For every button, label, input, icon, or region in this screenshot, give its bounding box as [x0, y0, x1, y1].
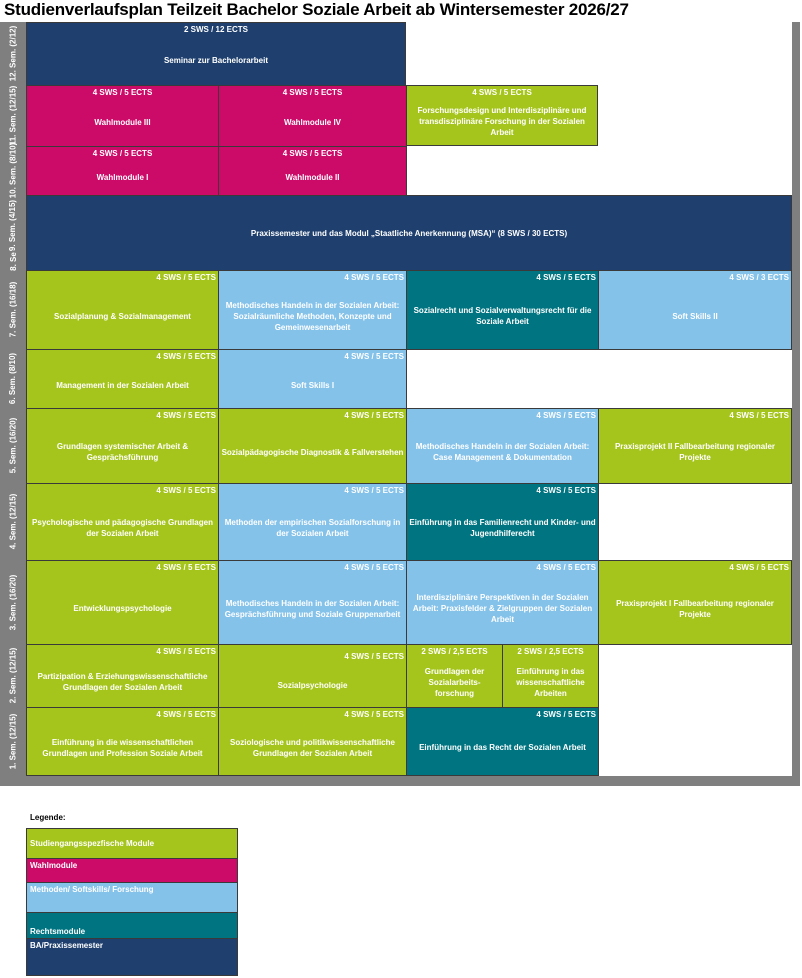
semester-label-6: 6. Sem. (8/10) [8, 352, 18, 405]
semester-label-9: 9. Sem. (4/15) [8, 199, 18, 251]
module-praxisprojekt-2: 4 SWS / 5 ECTS Praxisprojekt II Fallbearbeitung regionaler Projekte [598, 408, 792, 484]
legend-item-methoden: Methoden/ Softskills/ Forschung [26, 882, 238, 913]
semester-label-12: 12. Sem. (2/12) [8, 25, 18, 82]
semester-label-10: 10. Sem. (8/10) [8, 142, 18, 199]
module-methodisches-sozialraum: 4 SWS / 5 ECTS Methodisches Handeln in der Sozialen Arbeit: Sozialräumliche Methoden, Konzepte und Gemeinwesenarbeit [218, 270, 407, 350]
semester-label-8: 8. Se [8, 251, 18, 271]
module-soft-skills-1: 4 SWS / 5 ECTS Soft Skills I [218, 349, 407, 409]
grid-area [26, 22, 792, 776]
module-familienrecht: 4 SWS / 5 ECTS Einführung in das Familienrecht und Kinder- und Jugendhilferecht [406, 483, 599, 561]
module-empirische-sozialforschung: 4 SWS / 5 ECTS Methoden der empirischen Sozialforschung in der Sozialen Arbeit [218, 483, 407, 561]
module-case-management: 4 SWS / 5 ECTS Methodisches Handeln in der Sozialen Arbeit: Case Management & Dokumentation [406, 408, 599, 484]
module-wahlmodule-3: 4 SWS / 5 ECTS Wahlmodule III [26, 85, 219, 147]
module-gespraechsfuehrung: 4 SWS / 5 ECTS Methodisches Handeln in der Sozialen Arbeit: Gesprächsführung und Soziale Gruppenarbeit [218, 560, 407, 645]
page-title: Studienverlaufsplan Teilzeit Bachelor Soziale Arbeit ab Wintersemester 2026/27 [4, 0, 629, 19]
legend-title: Legende: [30, 813, 66, 822]
module-wissenschaftliches-arbeiten: 2 SWS / 2,5 ECTS Einführung in das wissenschaftliche Arbeiten [502, 644, 599, 708]
semester-label-2: 2. Sem. (12/15) [8, 647, 18, 704]
semester-label-3: 3. Sem. (16/20) [8, 574, 18, 630]
module-diagnostik: 4 SWS / 5 ECTS Sozialpädagogische Diagnostik & Fallverstehen [218, 408, 407, 484]
legend-item-wahl: Wahlmodule [26, 858, 238, 883]
module-praxissemester: Praxissemester und das Modul „Staatliche Anerkennung (MSA)“ (8 SWS / 30 ECTS) [26, 195, 792, 271]
module-wahlmodule-4: 4 SWS / 5 ECTS Wahlmodule IV [218, 85, 407, 147]
module-soziologie: 4 SWS / 5 ECTS Soziologische und politikwissenschaftliche Grundlagen der Sozialen Arbeit [218, 707, 407, 776]
module-sozialarbeitsforschung: 2 SWS / 2,5 ECTS Grundlagen der Sozialarbeits-forschung [406, 644, 503, 708]
module-partizipation: 4 SWS / 5 ECTS Partizipation & Erziehungswissenschaftliche Grundlagen der Sozialen Arbeit [26, 644, 219, 708]
legend-item-ba: BA/Praxissemester [26, 938, 238, 976]
module-recht-einfuehrung: 4 SWS / 5 ECTS Einführung in das Recht der Sozialen Arbeit [406, 707, 599, 776]
module-praxisprojekt-1: 4 SWS / 5 ECTS Praxisprojekt I Fallbearbeitung regionaler Projekte [598, 560, 792, 645]
module-sozialrecht: 4 SWS / 5 ECTS Sozialrecht und Sozialverwaltungsrecht für die Soziale Arbeit [406, 270, 599, 350]
semester-label-5: 5. Sem. (16/20) [8, 417, 18, 474]
module-sozialplanung: 4 SWS / 5 ECTS Sozialplanung & Sozialmanagement [26, 270, 219, 350]
legend-item-studiengang: Studiengangsspezfische Module [26, 828, 238, 859]
module-soft-skills-2: 4 SWS / 3 ECTS Soft Skills II [598, 270, 792, 350]
module-wahlmodule-1: 4 SWS / 5 ECTS Wahlmodule I [26, 146, 219, 196]
module-wahlmodule-2: 4 SWS / 5 ECTS Wahlmodule II [218, 146, 407, 196]
module-psych-grundlagen: 4 SWS / 5 ECTS Psychologische und pädagogische Grundlagen der Sozialen Arbeit [26, 483, 219, 561]
semester-label-11: 11. Sem. (12/15) [8, 85, 18, 146]
semester-label-1: 1. Sem. (12/15) [8, 713, 18, 769]
module-management: 4 SWS / 5 ECTS Management in der Sozialen Arbeit [26, 349, 219, 409]
module-bachelor-seminar: 2 SWS / 12 ECTS Seminar zur Bachelorarbeit [26, 22, 406, 86]
module-interdisziplinaer: 4 SWS / 5 ECTS Interdisziplinäre Perspektiven in der Sozialen Arbeit: Praxisfelder & Zielgruppen der Sozialen Arbeit [406, 560, 599, 645]
semester-label-4: 4. Sem. (12/15) [8, 493, 18, 550]
study-plan-grid [0, 22, 800, 786]
module-entwicklungspsychologie: 4 SWS / 5 ECTS Entwicklungspsychologie [26, 560, 219, 645]
module-sozialpsychologie: 4 SWS / 5 ECTS Sozialpsychologie [218, 644, 407, 708]
module-forschungsdesign: 4 SWS / 5 ECTS Forschungsdesign und Interdisziplinäre und transdisziplinäre Forschung in der Sozialen Arbeit [406, 85, 598, 146]
module-einfuehrung-wissenschaft: 4 SWS / 5 ECTS Einführung in die wissenschaftlichen Grundlagen und Profession Soziale Arbeit [26, 707, 219, 776]
semester-label-7: 7. Sem. (16/18) [8, 281, 18, 338]
legend-item-recht: Rechtsmodule [26, 912, 238, 939]
module-systemisch: 4 SWS / 5 ECTS Grundlagen systemischer Arbeit & Gesprächsführung [26, 408, 219, 484]
